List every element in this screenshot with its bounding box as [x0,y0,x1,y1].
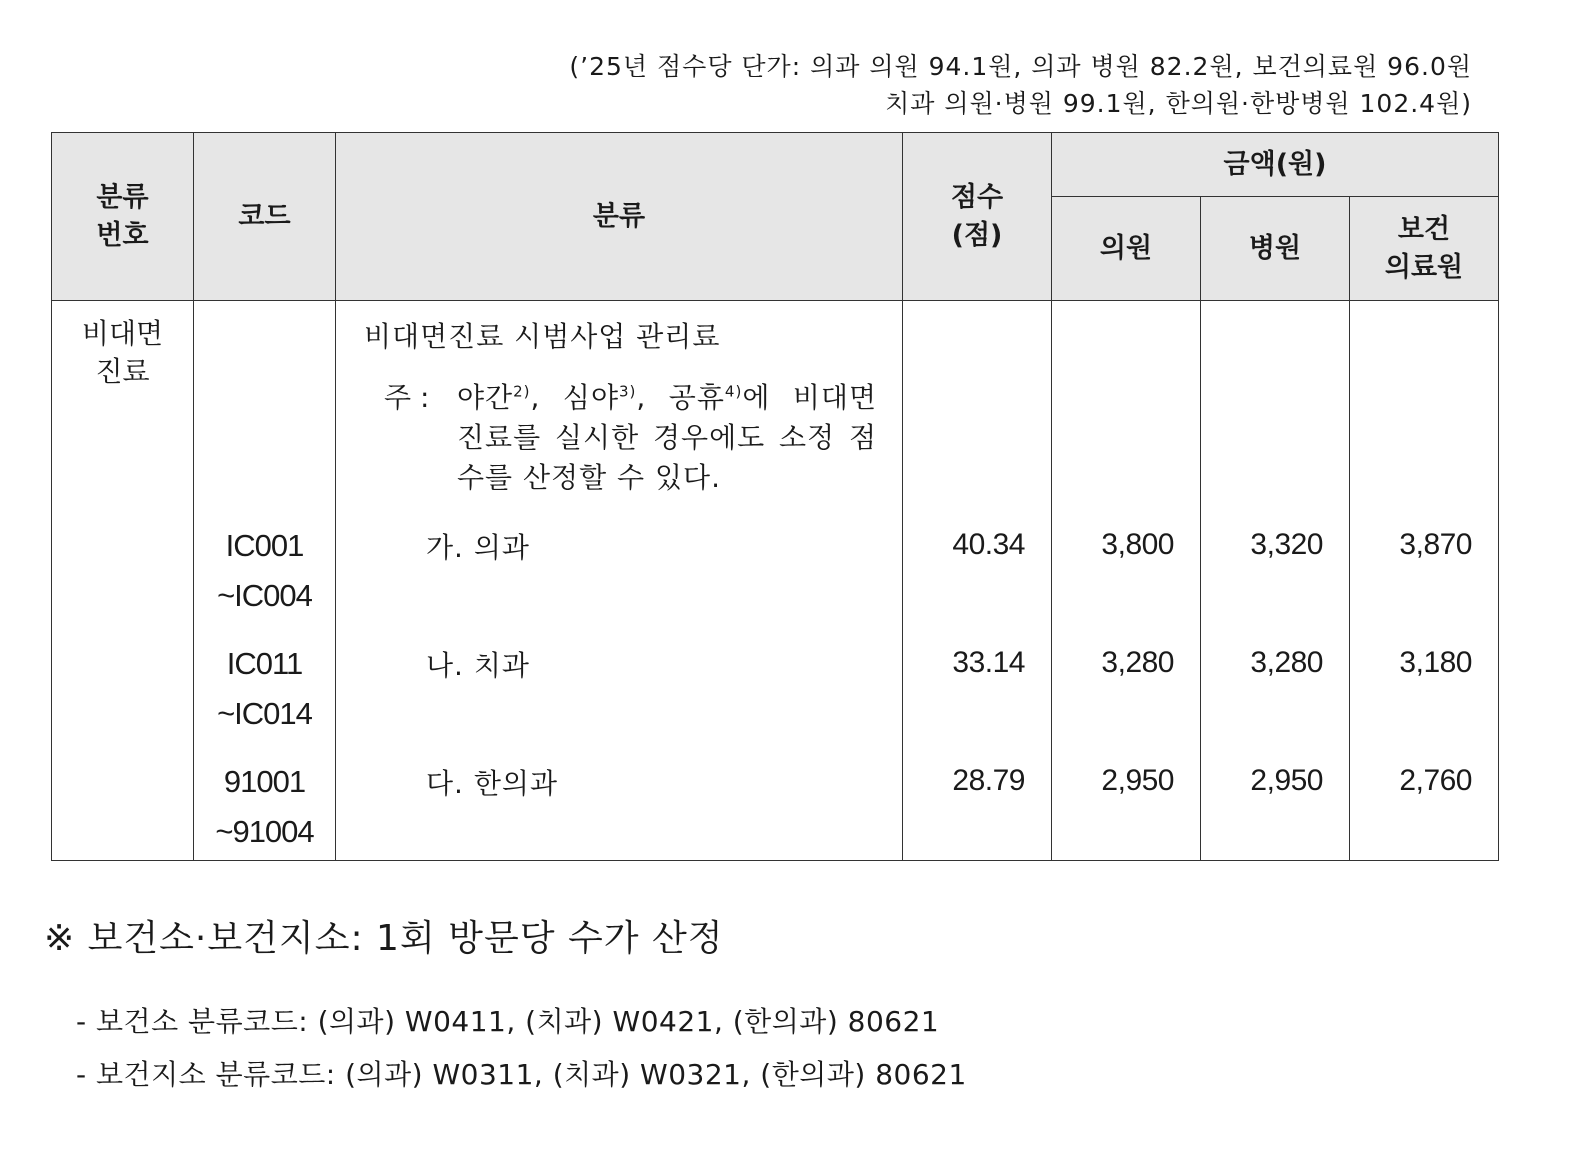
points-cell [903,301,1052,861]
hospital-amount: 2,950 [1250,764,1323,797]
clinic-amount: 3,280 [1101,646,1174,679]
footnote-code-line: - 보건지소 분류코드: (의과) W0311, (치과) W0321, (한의과) 80621 [76,1058,967,1091]
footnote-code-line: - 보건소 분류코드: (의과) W0411, (치과) W0421, (한의과) 80621 [76,1005,940,1038]
unit-price-note [569,48,1472,122]
header-clinic: 의원 [1052,197,1201,301]
header-code: 코드 [194,133,336,301]
header-hospital: 병원 [1201,197,1350,301]
hospital-amount-cell [1201,301,1350,861]
category-cell: 비대면 진료 [52,301,194,861]
unit-price-line-2: 치과 의원·병원 99.1원, 한의원·한방병원 102.4원) [885,89,1472,118]
health-center-amount: 3,180 [1399,646,1472,679]
clinic-amount: 3,800 [1101,528,1174,561]
clinic-amount-cell [1052,301,1201,861]
points-value: 28.79 [952,764,1025,797]
header-classification: 분류 [336,133,903,301]
header-health-center: 보건 의료원 [1350,197,1499,301]
points-value: 33.14 [952,646,1025,679]
code-entry: IC011 ~IC014 [217,646,312,731]
item-title: 비대면진료 시범사업 관리료 [364,320,721,353]
sub-item-label: 가. 의과 [426,531,530,564]
code-entry: IC001 ~IC004 [217,528,312,613]
fee-table [51,132,1499,861]
points-value: 40.34 [952,528,1025,561]
header-class-no: 분류 번호 [52,133,194,301]
note-text: 야간$^{2)}$, 심야$^{3)}$, 공휴$^{4)}$에 비대면 진료를 실시한 경우에도 소정 점수를 산정할 수 있다. [457,381,878,494]
sub-item-label: 나. 치과 [426,649,530,682]
code-cell [194,301,336,861]
health-center-amount-cell [1350,301,1499,861]
footnote-title: ※ 보건소·보건지소: 1회 방문당 수가 산정 [44,918,724,959]
header-amount-group: 금액(원) [1052,133,1499,197]
unit-price-line-1: (’25년 점수당 단가: 의과 의원 94.1원, 의과 병원 82.2원, 보건의료원 96.0원 [569,52,1472,81]
hospital-amount: 3,280 [1250,646,1323,679]
header-points: 점수 (점) [903,133,1052,301]
clinic-amount: 2,950 [1101,764,1174,797]
sub-item-label: 다. 한의과 [426,767,558,800]
health-center-amount: 3,870 [1399,528,1472,561]
code-entry: 91001 ~91004 [215,764,314,849]
health-center-amount: 2,760 [1399,764,1472,797]
classification-cell [336,301,903,861]
note-label: 주 : [384,381,430,414]
hospital-amount: 3,320 [1250,528,1323,561]
